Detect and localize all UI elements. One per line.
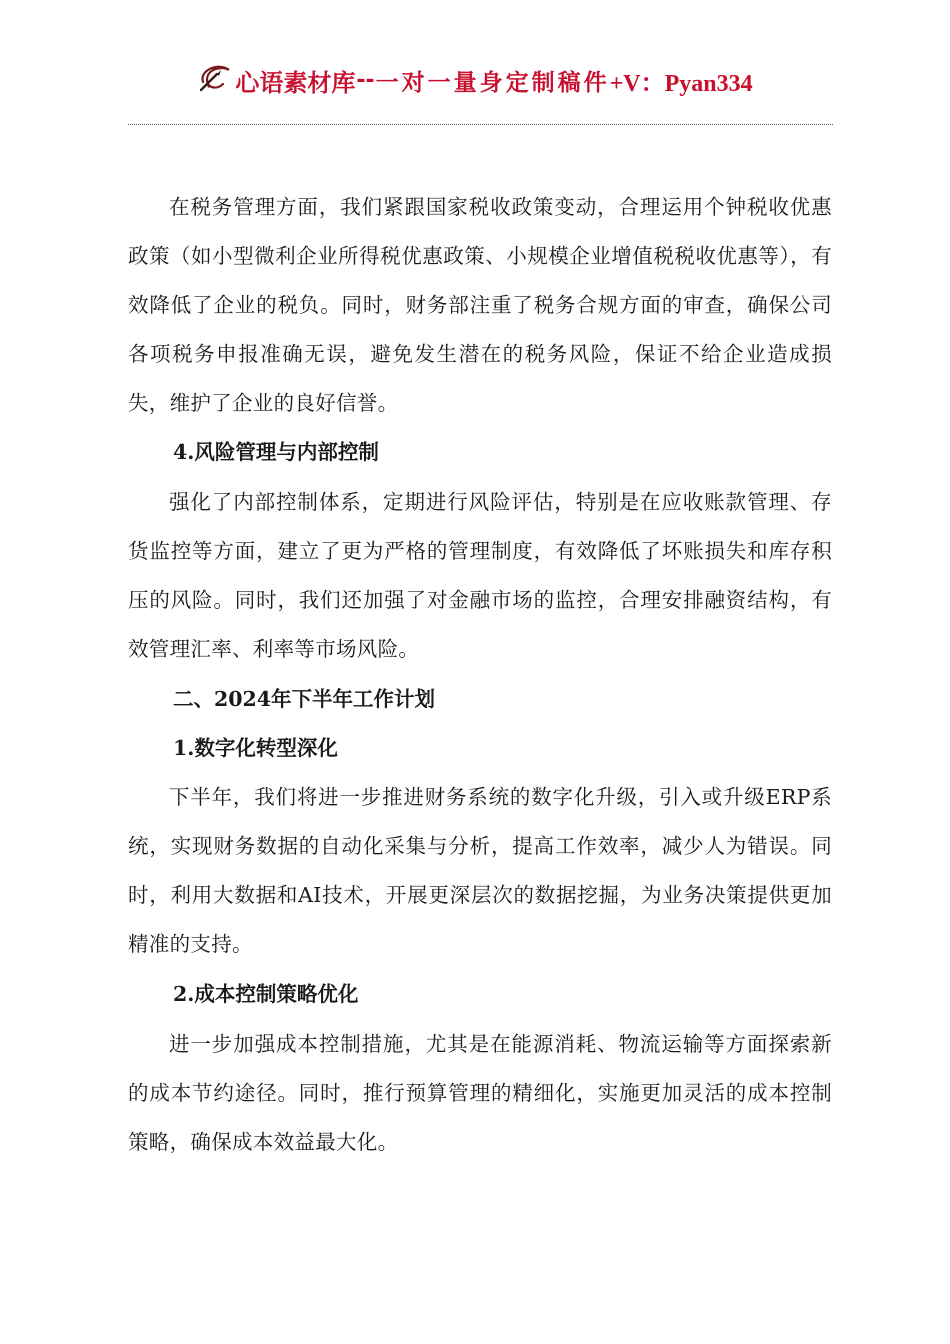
slogan: 一对一量身定制稿件 [375,68,610,96]
paragraph-tax-management: 在税务管理方面，我们紧跟国家税收政策变动，合理运用个钟税收优惠政策（如小型微利企业所得税优惠政策、小规模企业增值税税收优惠等），有效降低了企业的税负。同时，财务部注重了税务合规方面的审查，确保公司各项税务申报准确无误，避免发生潜在的税务风险，保证不给企业造成损失，维护了企业的良好信誉。 [128,195,832,415]
page-header [0,58,950,102]
document-body [128,183,832,1167]
paragraph-digital-transformation: 下半年，我们将进一步推进财务系统的数字化升级，引入或升级ERP系统，实现财务数据的自动化采集与分析，提高工作效率，减少人为错误。同时，利用大数据和AI技术，开展更深层次的数据挖掘，为业务决策提供更加精准的支持。 [128,785,832,956]
brand-separator: -- [356,67,375,93]
paragraph-cost-control: 进一步加强成本控制措施，尤其是在能源消耗、物流运输等方面探索新的成本节约途径。同时，推行预算管理的精细化，实施更加灵活的成本控制策略，确保成本效益最大化。 [128,1032,832,1154]
heading-cost-control: 2.成本控制策略优化 [173,982,359,1006]
section-heading-plan: 二、2024年下半年工作计划 [173,687,436,711]
brand-name: 心语素材库 [235,68,356,97]
header-divider [128,124,833,125]
heading-risk-control: 4.风险管理与内部控制 [173,440,379,464]
contact-info: +V：Pyan334 [609,70,753,97]
pen-swirl-logo-icon [197,60,233,96]
heading-digital-transformation: 1.数字化转型深化 [173,736,338,760]
paragraph-risk-control: 强化了内部控制体系，定期进行风险评估，特别是在应收账款管理、存货监控等方面，建立了更为严格的管理制度，有效降低了坏账损失和库存积压的风险。同时，我们还加强了对金融市场的监控，合理安排融资结构，有效管理汇率、利率等市场风险。 [128,490,832,661]
header-banner [197,58,752,102]
